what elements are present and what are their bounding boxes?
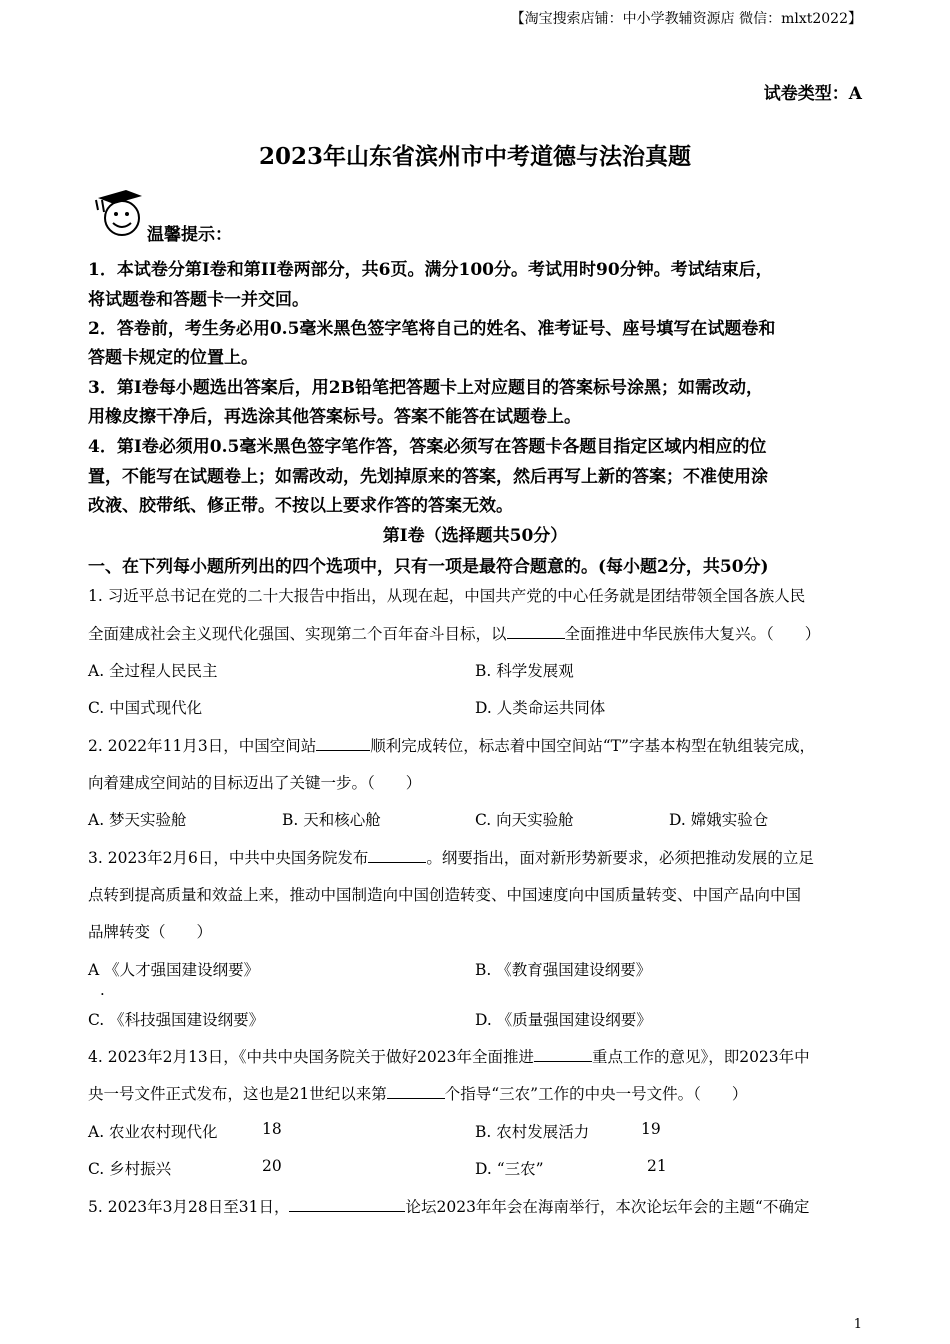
option-d: D. “三农” <box>475 1160 544 1178</box>
option-a: A. 全过程人民民主 <box>88 662 218 680</box>
answer-blank <box>534 1047 592 1062</box>
notice-line: 用橡皮擦干净后，再选涂其他答案标号。答案不能答在试题卷上。 <box>88 407 581 427</box>
option-b: B. 科学发展观 <box>475 662 574 680</box>
option-a: A. 农业农村现代化 <box>88 1123 218 1141</box>
notice-line: 置，不能写在试题卷上；如需改动，先划掉原来的答案，然后再写上新的答案；不准使用涂 <box>88 467 768 487</box>
option-c: C. 乡村振兴 <box>88 1160 172 1178</box>
question-text: 2. 2022年11月3日，中国空间站 <box>88 737 317 755</box>
option-c: C. 《科技强国建设纲要》 <box>88 1011 265 1029</box>
option-c: C. 向天实验舱 <box>475 811 574 829</box>
option-d: D. 人类命运共同体 <box>475 699 606 717</box>
question-2-line-2: 向着建成空间站的目标迈出了关键一步。（ ） <box>88 774 422 792</box>
option-b: B. 《教育强国建设纲要》 <box>475 961 652 979</box>
notice-line: 1．本试卷分第I卷和第II卷两部分，共6页。满分100分。考试用时90分钟。考试结束后， <box>88 260 773 280</box>
notice-line: 改液、胶带纸、修正带。不按以上要求作答的答案无效。 <box>88 496 513 516</box>
section-title: 第Ⅰ卷（选择题共50分） <box>382 526 568 546</box>
option-d-number: 21 <box>647 1157 667 1175</box>
option-a-number: 18 <box>262 1120 282 1138</box>
question-text: 论坛2023年年会在海南举行，本次论坛年会的主题“不确定 <box>405 1198 810 1216</box>
header-note: 【淘宝搜索店铺：中小学教辅资源店 微信：mlxt2022】 <box>510 11 862 27</box>
answer-blank <box>316 736 370 751</box>
page-number: 1 <box>853 1317 862 1332</box>
question-text: 全面推进中华民族伟大复兴。（ ） <box>564 625 821 643</box>
question-3-line-1 <box>88 846 814 868</box>
question-3-line-2: 点转到提高质量和效益上来，推动中国制造向中国创造转变、中国速度向中国质量转变、中国产品向中国 <box>88 886 802 904</box>
notice-line: 4．第I卷必须用0.5毫米黑色签字笔作答，答案必须写在答题卡各题目指定区域内相应的位 <box>88 437 767 457</box>
option-a: A. 梦天实验舱 <box>88 811 187 829</box>
option-c-number: 20 <box>262 1157 282 1175</box>
question-text: 3. 2023年2月6日，中共中央国务院发布 <box>88 849 369 867</box>
question-4-line-2 <box>88 1082 747 1104</box>
option-b: B. 天和核心舱 <box>282 811 381 829</box>
option-b: B. 农村发展活力 <box>475 1123 590 1141</box>
question-5-line-1 <box>88 1195 809 1217</box>
answer-blank <box>507 624 565 639</box>
answer-blank <box>289 1197 405 1212</box>
question-text: 个指导“三农”工作的中央一号文件。（ ） <box>444 1085 748 1103</box>
paper-type-label: 试卷类型：A <box>763 84 862 104</box>
notice-line: 将试题卷和答题卡一并交回。 <box>88 290 309 310</box>
question-text: 重点工作的意见》，即2023年中 <box>591 1048 810 1066</box>
question-text: 顺利完成转位，标志着中国空间站“T”字基本构型在轨组装完成， <box>370 737 815 755</box>
question-text: 全面建成社会主义现代化强国、实现第二个百年奋斗目标，以 <box>88 625 507 643</box>
option-b-number: 19 <box>641 1120 661 1138</box>
question-2-line-1 <box>88 734 815 756</box>
answer-blank <box>387 1084 445 1099</box>
notice-line: 3．第Ⅰ卷每小题选出答案后，用2B铅笔把答题卡上对应题目的答案标号涂黑；如需改动， <box>88 378 763 398</box>
notice-line: 2．答卷前，考生务必用0.5毫米黑色签字笔将自己的姓名、准考证号、座号填写在试题卷和 <box>88 319 776 339</box>
option-a: A 《人才强国建设纲要》 <box>88 961 260 979</box>
dot-mark: · <box>100 985 105 1003</box>
answer-blank <box>368 848 426 863</box>
page-title: 2023年山东省滨州市中考道德与法治真题 <box>258 143 691 170</box>
tip-label: 温馨提示： <box>147 225 232 245</box>
option-d: D. 嫦娥实验仓 <box>669 811 769 829</box>
question-4-line-1 <box>88 1045 810 1067</box>
question-1-line-1: 1. 习近平总书记在党的二十大报告中指出，从现在起，中国共产党的中心任务就是团结带领全国各族人民 <box>88 587 806 605</box>
smiley-graduate-icon <box>92 186 148 242</box>
option-d: D. 《质量强国建设纲要》 <box>475 1011 652 1029</box>
question-3-line-3: 品牌转变（ ） <box>88 923 213 941</box>
part-heading: 一、在下列每小题所列出的四个选项中，只有一项是最符合题意的。(每小题2分，共50分) <box>88 557 769 577</box>
question-1-line-2 <box>88 622 820 644</box>
question-text: 。纲要指出，面对新形势新要求，必须把推动发展的立足 <box>426 849 814 867</box>
option-c: C. 中国式现代化 <box>88 699 203 717</box>
notice-line: 答题卡规定的位置上。 <box>88 348 258 368</box>
question-text: 5. 2023年3月28日至31日， <box>88 1198 290 1216</box>
question-text: 4. 2023年2月13日，《中共中央国务院关于做好2023年全面推进 <box>88 1048 534 1066</box>
question-text: 央一号文件正式发布，这也是21世纪以来第 <box>88 1085 387 1103</box>
